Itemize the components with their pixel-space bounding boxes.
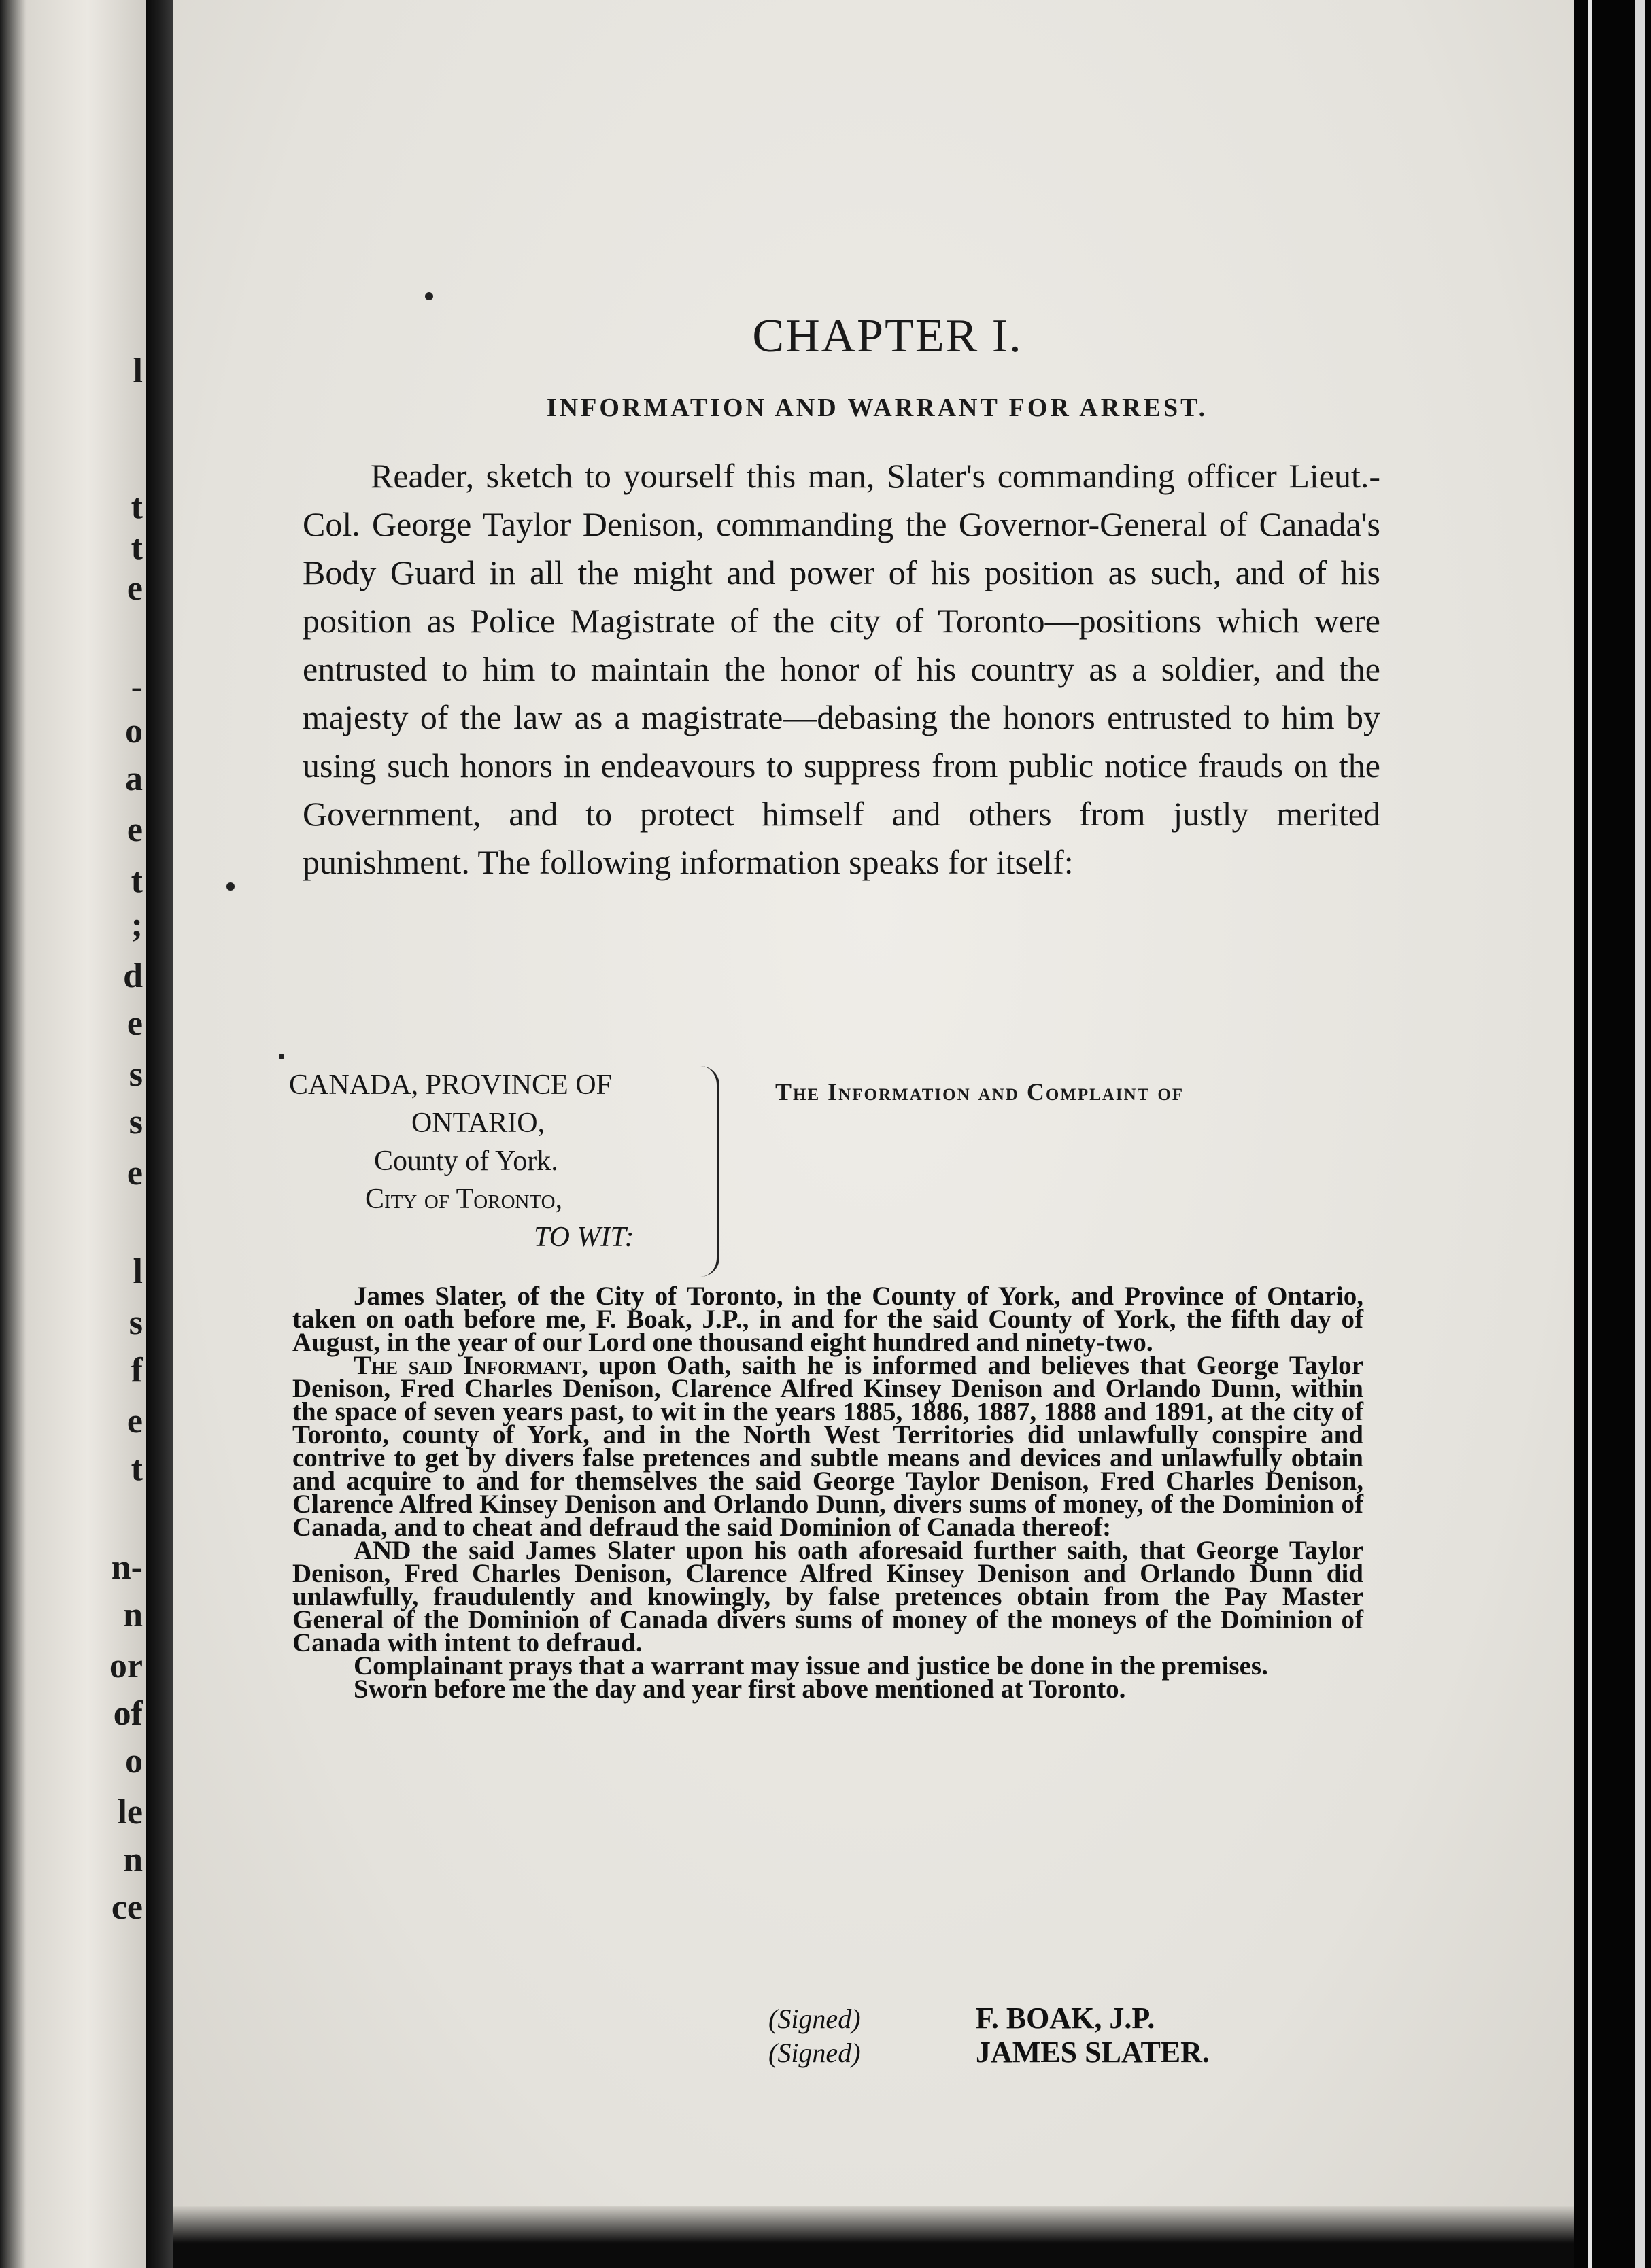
signature-row: [768, 2001, 1312, 2035]
signature-row: [768, 2035, 1312, 2069]
ink-speck: [226, 882, 235, 891]
signed-label: (Signed): [768, 2038, 861, 2068]
book-gutter: [146, 0, 173, 2268]
information-paragraph: James Slater, of the City of Toronto, in the County of York, and Province of Ontario, taken on oath before me, F. Boak, J.P., in and for the said County of York, the fifth day of August, in the year of our Lord one thousand eight hundred and ninety-two.: [292, 1282, 1363, 1357]
previous-page-fragment: n-: [111, 1548, 143, 1587]
previous-page-fragment: e: [126, 1402, 143, 1441]
previous-page-fragment: ce: [111, 1888, 143, 1927]
previous-page-edge: [0, 0, 146, 2268]
signatory-name: JAMES SLATER.: [976, 2035, 1210, 2069]
informant-lead: The said Informant,: [354, 1351, 588, 1380]
previous-page-fragment: l: [133, 351, 143, 390]
venue-line: TO WIT:: [534, 1222, 634, 1253]
previous-page-fragment: or: [109, 1647, 143, 1685]
information-paragraph: [292, 1351, 1363, 1542]
previous-page-fragment: of: [113, 1694, 143, 1733]
previous-page-fragment: le: [117, 1793, 143, 1832]
previous-page-fragment: ;: [131, 906, 143, 944]
informant-text: upon Oath, saith he is informed and believes that George Taylor Denison, Fred Charles Denison, Clarence Alfred Kinsey Denison and Orlando Dunn, within the space of seven years past, to wit in the years 1885, 1886, 1887, 1888 and 1891, at the city of Toronto, county of York, and in the North West Territories did unlawfully conspire and contrive to get by divers false pretences and subtle means and devices and unlawfully obtain and acquire to and for themselves the said George Taylor Denison, Fred Charles Denison, Clarence Alfred Kinsey Denison and Orlando Dunn, divers sums of money, of the Dominion of Canada, and to cheat and defraud the said Dominion of Canada thereof:: [292, 1351, 1363, 1542]
previous-page-fragment: t: [131, 487, 143, 526]
information-paragraph: Complainant prays that a warrant may issue and justice be done in the premises.: [354, 1651, 1268, 1681]
previous-page-fragment: a: [125, 759, 143, 798]
information-paragraph: AND the said James Slater upon his oath aforesaid further saith, that George Taylor Denison, Fred Charles Denison, Clarence Alfred Kinsey Denison and Orlando Dunn did unlawfully, fraudulently and knowingly, by false pretences obtain from the Pay Master General of the Dominion of Canada divers sums of money of the moneys of the Dominion of Canada with intent to defraud.: [292, 1536, 1363, 1657]
scan-border: [1574, 0, 1651, 2268]
previous-page-fragment: t: [131, 528, 143, 567]
previous-page-fragment: o: [125, 1742, 143, 1781]
information-paragraph: Sworn before me the day and year first above mentioned at Toronto.: [354, 1674, 1126, 1704]
border-line: [1588, 0, 1592, 2268]
venue-line: ONTARIO,: [411, 1107, 545, 1139]
chapter-subtitle: INFORMATION AND WARRANT FOR ARREST.: [546, 394, 1208, 422]
curly-brace: [700, 1066, 719, 1277]
complaint-heading: The Information and Complaint of: [775, 1078, 1185, 1105]
page-bottom-edge: [173, 2206, 1574, 2268]
previous-page-fragment: s: [129, 1055, 143, 1094]
previous-page-fragment: e: [126, 1004, 143, 1043]
previous-page-fragment: o: [125, 712, 143, 751]
previous-page-fragment: n: [123, 1840, 143, 1879]
previous-page-fragment: e: [126, 569, 143, 608]
previous-page-fragment: n: [123, 1596, 143, 1634]
previous-page-fragment: f: [131, 1351, 143, 1390]
venue-caption: [289, 1066, 697, 1256]
previous-page-fragment: t: [131, 1449, 143, 1488]
previous-page-fragment: l: [133, 1252, 143, 1291]
information-body: [292, 1282, 1363, 1704]
venue-line: City of Toronto,: [365, 1184, 563, 1215]
previous-page-fragment: t: [131, 861, 143, 900]
venue-line: CANADA, PROVINCE OF: [289, 1069, 612, 1101]
signed-label: (Signed): [768, 2004, 861, 2034]
signature-block: [768, 2001, 1312, 2069]
ink-speck: [425, 292, 433, 300]
previous-page-fragment: d: [123, 957, 143, 995]
signatory-name: F. BOAK, J.P.: [976, 2001, 1155, 2035]
chapter-title: CHAPTER I.: [752, 310, 1023, 362]
intro-paragraph: Reader, sketch to yourself this man, Slater's commanding officer Lieut.-Col. George Taylor Denison, commanding the Governor-General of Canada's Body Guard in all the might and power of his position as such, and of his position as Police Magistrate of the city of Toronto—positions which were entrusted to him to maintain the honor of his country as a soldier, and the majesty of the law as a magistrate—debasing the honors entrusted to him by using such honors in endeavours to suppress from public notice frauds on the Government, and to protect himself and others from justly merited punishment. The following information speaks for itself:: [303, 457, 1380, 881]
ink-speck: [279, 1054, 284, 1059]
previous-page-fragment: e: [126, 810, 143, 849]
previous-page-fragment: s: [129, 1103, 143, 1141]
previous-page-fragment: s: [129, 1303, 143, 1342]
venue-line: County of York.: [374, 1146, 558, 1177]
border-line: [1635, 0, 1645, 2268]
previous-page-fragment: -: [131, 668, 143, 706]
previous-page-fragment: e: [126, 1154, 143, 1192]
